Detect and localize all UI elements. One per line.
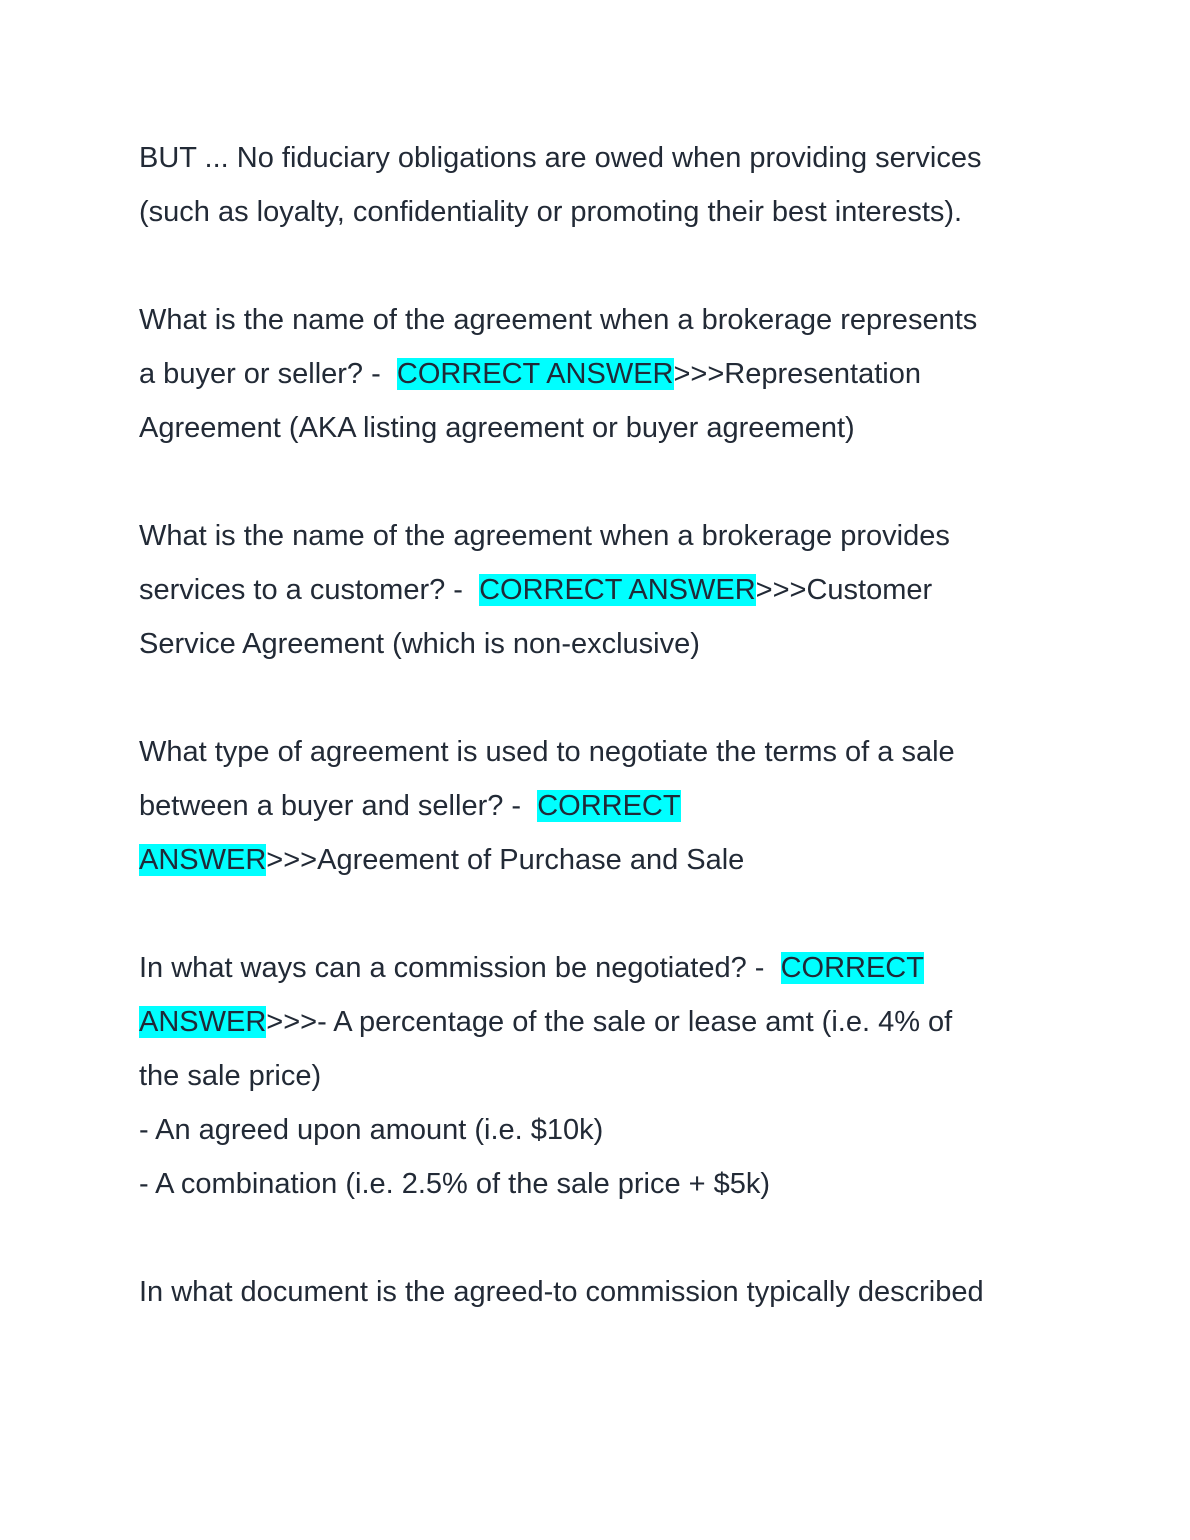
qa-block-representation (139, 293, 1059, 455)
document-body (139, 131, 1059, 1319)
question-text: services to a customer? - (139, 574, 480, 606)
correct-answer-highlight: CORRECT (780, 952, 924, 984)
paragraph-gap (139, 1211, 1059, 1265)
paragraph-gap (139, 455, 1059, 509)
question-text: a buyer or seller? - (139, 358, 397, 390)
answer-line: - An agreed upon amount (i.e. $10k) (139, 1114, 604, 1146)
answer-line (139, 779, 1059, 833)
correct-answer-highlight: CORRECT (537, 790, 681, 822)
correct-answer-highlight: ANSWER (139, 844, 267, 876)
answer-line: Service Agreement (which is non-exclusive) (139, 628, 700, 660)
text-line: (such as loyalty, confidentiality or promoting their best interests). (139, 196, 963, 228)
paragraph-intro (139, 131, 1059, 239)
answer-line (139, 347, 1059, 401)
text-line: BUT ... No fiduciary obligations are owed when providing services (139, 142, 982, 174)
paragraph-gap (139, 887, 1059, 941)
paragraph-gap (139, 239, 1059, 293)
question-line (139, 941, 1059, 995)
answer-text: >>>Customer (755, 574, 933, 606)
question-line: In what document is the agreed-to commission typically described (139, 1276, 984, 1308)
answer-line (139, 995, 1059, 1049)
correct-answer-highlight: CORRECT ANSWER (396, 358, 674, 390)
question-line: What is the name of the agreement when a brokerage represents (139, 304, 978, 336)
answer-text: >>>- A percentage of the sale or lease amt (i.e. 4% of (266, 1006, 953, 1038)
question-line: What is the name of the agreement when a brokerage provides (139, 520, 950, 552)
paragraph-gap (139, 671, 1059, 725)
question-text: In what ways can a commission be negotiated? - (139, 952, 781, 984)
qa-block-purchase-sale (139, 725, 1059, 887)
question-line: What type of agreement is used to negotiate the terms of a sale (139, 736, 955, 768)
answer-text: >>>Representation (673, 358, 921, 390)
qa-block-customer-service (139, 509, 1059, 671)
qa-block-commission-document (139, 1265, 1059, 1319)
correct-answer-highlight: CORRECT ANSWER (479, 574, 756, 606)
answer-line: Agreement (AKA listing agreement or buyer agreement) (139, 412, 855, 444)
qa-block-commission (139, 941, 1059, 1211)
answer-text: >>>Agreement of Purchase and Sale (266, 844, 745, 876)
answer-line: the sale price) (139, 1060, 322, 1092)
correct-answer-highlight: ANSWER (139, 1006, 267, 1038)
question-text: between a buyer and seller? - (139, 790, 538, 822)
answer-line: - A combination (i.e. 2.5% of the sale price + $5k) (139, 1168, 771, 1200)
answer-line (139, 563, 1059, 617)
answer-line (139, 833, 1059, 887)
